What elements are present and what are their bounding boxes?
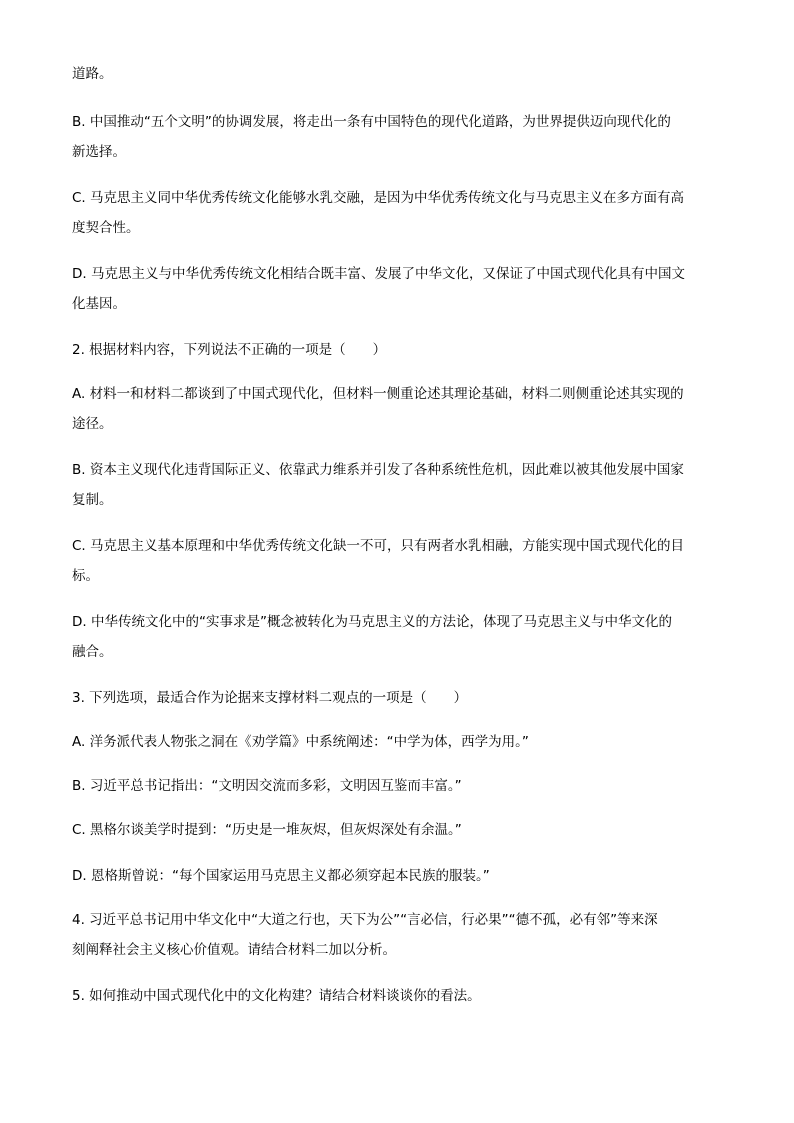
q2-option-c-line-2: 标。 — [72, 568, 99, 584]
question-3-stem: 3. 下列选项，最适合作为论据来支撑材料二观点的一项是（ ） — [72, 690, 468, 706]
question-2-stem: 2. 根据材料内容，下列说法不正确的一项是（ ） — [72, 342, 387, 358]
option-d-line-1: D. 马克思主义与中华优秀传统文化相结合既丰富、发展了中华文化，又保证了中国式现代化具有中国文 — [72, 266, 685, 282]
q3-option-d: D. 恩格斯曾说：“每个国家运用马克思主义都必须穿起本民族的服装。” — [72, 868, 490, 884]
option-c-line-2: 度契合性。 — [72, 220, 140, 236]
q2-option-b-line-1: B. 资本主义现代化违背国际正义、依靠武力维系并引发了各种系统性危机，因此难以被其他发展中国家 — [72, 462, 684, 478]
question-5: 5. 如何推动中国式现代化中的文化构建？请结合材料谈谈你的看法。 — [72, 988, 481, 1004]
q3-option-b: B. 习近平总书记指出：“文明因交流而多彩，文明因互鉴而丰富。” — [72, 778, 462, 794]
q2-option-b-line-2: 复制。 — [72, 492, 113, 508]
option-b-line-2: 新选择。 — [72, 144, 126, 160]
question-4-line-2: 刻阐释社会主义核心价值观。请结合材料二加以分析。 — [72, 942, 396, 958]
q3-option-c: C. 黑格尔谈美学时提到：“历史是一堆灰烬，但灰烬深处有余温。” — [72, 822, 462, 838]
q2-option-d-line-1: D. 中华传统文化中的“实事求是”概念被转化为马克思主义的方法论，体现了马克思主义与中华文化的 — [72, 614, 672, 630]
option-c-line-1: C. 马克思主义同中华优秀传统文化能够水乳交融，是因为中华优秀传统文化与马克思主义在多方面有高 — [72, 190, 685, 206]
question-4-line-1: 4. 习近平总书记用中华文化中“大道之行也，天下为公”“言必信，行必果”“德不孤，必有邻”等来深 — [72, 912, 658, 928]
q2-option-a-line-1: A. 材料一和材料二都谈到了中国式现代化，但材料一侧重论述其理论基础，材料二则侧重论述其实现的 — [72, 386, 684, 402]
q2-option-d-line-2: 融合。 — [72, 644, 113, 660]
text-line-continuation: 道路。 — [72, 66, 113, 82]
q2-option-c-line-1: C. 马克思主义基本原理和中华优秀传统文化缺一不可，只有两者水乳相融，方能实现中国式现代化的目 — [72, 538, 685, 554]
q2-option-a-line-2: 途径。 — [72, 416, 113, 432]
option-d-line-2: 化基因。 — [72, 296, 126, 312]
option-b-line-1: B. 中国推动“五个文明”的协调发展，将走出一条有中国特色的现代化道路，为世界提供迈向现代化的 — [72, 114, 671, 130]
q3-option-a: A. 洋务派代表人物张之洞在《劝学篇》中系统阐述：“中学为体，西学为用。” — [72, 734, 529, 750]
